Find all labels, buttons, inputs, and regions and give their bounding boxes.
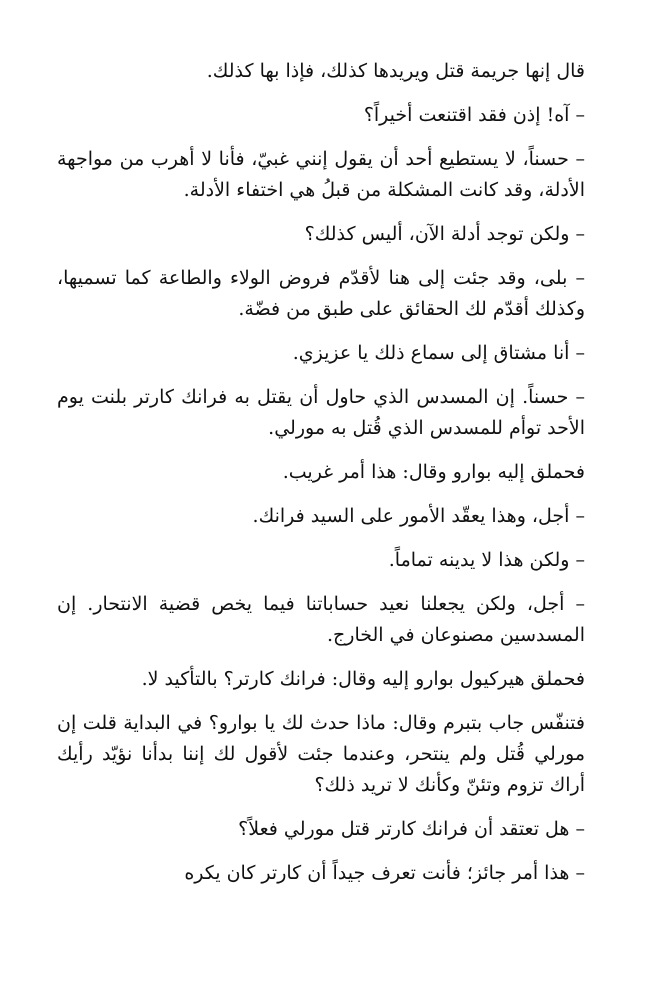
paragraph: فحملق هيركيول بوارو إليه وقال: فرانك كارتر؟ بالتأكيد لا. bbox=[141, 668, 585, 690]
paragraph: – أجل، وهذا يعقّد الأمور على السيد فرانك. bbox=[252, 505, 585, 527]
paragraph: – أجل، ولكن يجعلنا نعيد حساباتنا فيما يخص قضية الانتحار. إن المسدسين مصنوعان في الخارج. bbox=[57, 593, 585, 646]
paragraph: قال إنها جريمة قتل ويريدها كذلك، فإذا بها كذلك. bbox=[206, 60, 585, 82]
book-page-text bbox=[57, 56, 585, 902]
paragraph: – أنا مشتاق إلى سماع ذلك يا عزيزي. bbox=[292, 342, 585, 364]
paragraph: – هل تعتقد أن فرانك كارتر قتل مورلي فعلاً؟ bbox=[238, 818, 585, 840]
paragraph: – ولكن توجد أدلة الآن، أليس كذلك؟ bbox=[304, 223, 585, 245]
paragraph: – حسناً، لا يستطيع أحد أن يقول إنني غبيّ، فأنا لا أهرب من مواجهة الأدلة، وقد كانت المشكلة من قبلُ هي اختفاء الأدلة. bbox=[57, 148, 585, 201]
paragraph: – ولكن هذا لا يدينه تماماً. bbox=[388, 549, 585, 571]
paragraph: فحملق إليه بوارو وقال: هذا أمر غريب. bbox=[282, 461, 585, 483]
paragraph: – آه! إذن فقد اقتنعت أخيراً؟ bbox=[363, 104, 585, 126]
paragraph: – هذا أمر جائز؛ فأنت تعرف جيداً أن كارتر كان يكره bbox=[184, 862, 585, 884]
paragraph: – بلى، وقد جئت إلى هنا لأقدّم فروض الولاء والطاعة كما تسميها، وكذلك أقدّم لك الحقائق على طبق من فضّة. bbox=[57, 267, 585, 320]
paragraph: – حسناً. إن المسدس الذي حاول أن يقتل به فرانك كارتر بلنت يوم الأحد توأم للمسدس الذي قُتل به مورلي. bbox=[57, 386, 585, 439]
paragraph: فتنفّس جاب بتبرم وقال: ماذا حدث لك يا بوارو؟ في البداية قلت إن مورلي قُتل ولم ينتحر، وعندما جئت لأقول لك إننا بدأنا نؤيّد رأيك أراك تزوم وتئنّ وكأنك لا تريد ذلك؟ bbox=[57, 712, 585, 796]
